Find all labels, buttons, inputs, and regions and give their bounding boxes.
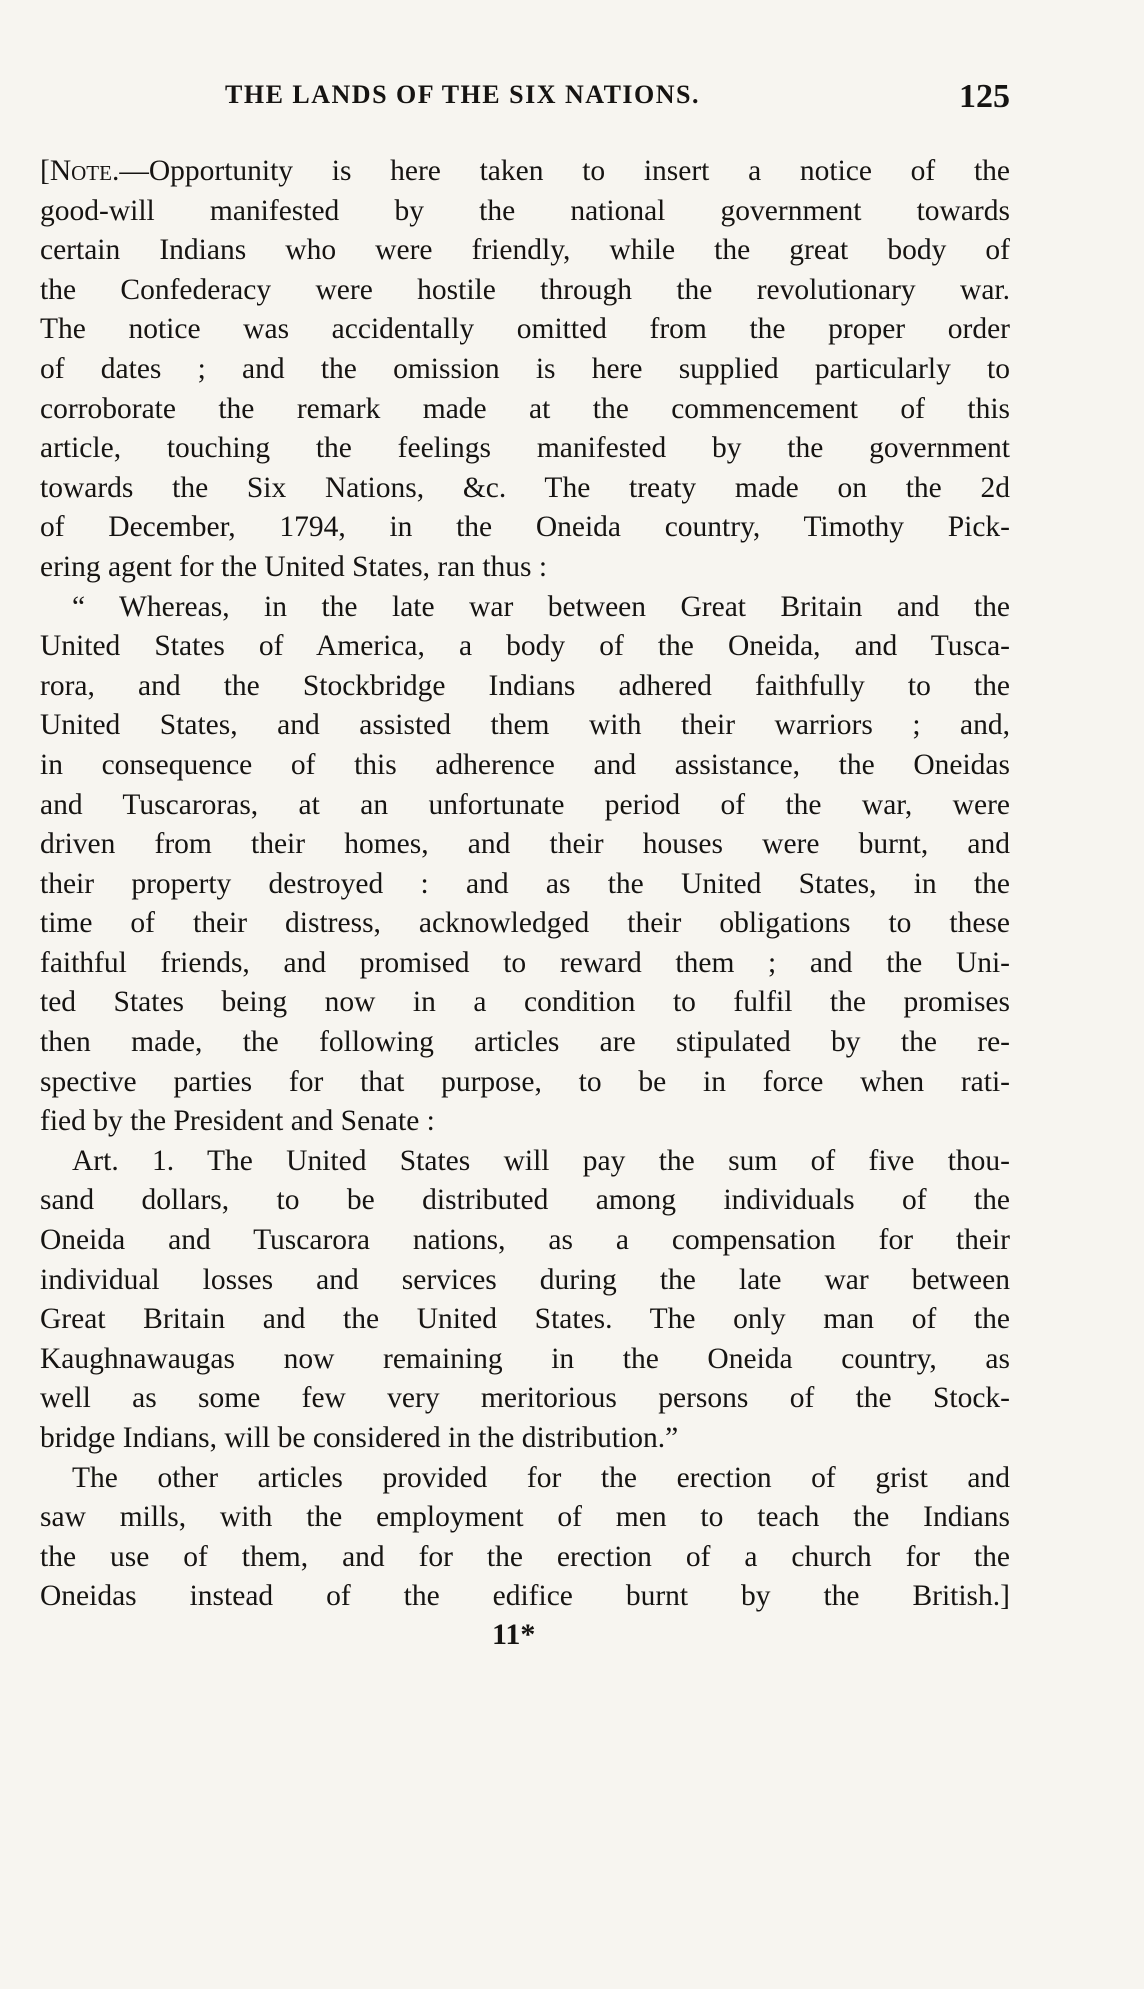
text-line: time of their distress, acknowledged their obligations to these <box>40 907 1010 940</box>
running-header <box>40 78 1010 118</box>
text-line: Great Britain and the United States. The only man of the <box>40 1303 1010 1336</box>
text-line: The notice was accidentally omitted from the proper order <box>40 313 1010 346</box>
text-line: Oneidas instead of the edifice burnt by the British.] <box>40 1580 1010 1613</box>
page-number: 125 <box>959 78 1010 115</box>
text-line: faithful friends, and promised to reward them ; and the Uni- <box>40 946 1010 979</box>
text-line: Art. 1. The United States will pay the sum of five thou- <box>72 1144 1010 1177</box>
text-line: [Note.—Opportunity is here taken to insert a notice of the <box>40 155 1010 187</box>
text-line: Oneida and Tuscarora nations, as a compensation for their <box>40 1224 1010 1257</box>
text-line: ering agent for the United States, ran thus : <box>40 550 548 583</box>
text-line: the use of them, and for the erection of a church for the <box>40 1540 1010 1573</box>
text-line: and Tuscaroras, at an unfortunate period of the war, were <box>40 788 1010 821</box>
text-line: fied by the President and Senate : <box>40 1105 435 1138</box>
text-line: rora, and the Stockbridge Indians adhered faithfully to the <box>40 669 1010 702</box>
text-line: well as some few very meritorious persons of the Stock- <box>40 1382 1010 1415</box>
text-line: the Confederacy were hostile through the revolutionary war. <box>40 273 1010 306</box>
text-line: corroborate the remark made at the commencement of this <box>40 392 1010 425</box>
signature-mark: 11* <box>492 1617 536 1651</box>
text-line: ted States being now in a condition to fulfil the promises <box>40 986 1010 1019</box>
text-line: then made, the following articles are stipulated by the re- <box>40 1026 1010 1059</box>
text-line: spective parties for that purpose, to be in force when rati- <box>40 1065 1010 1098</box>
book-page <box>40 78 1010 1653</box>
text-line: sand dollars, to be distributed among individuals of the <box>40 1184 1010 1217</box>
text-line: article, touching the feelings manifested by the government <box>40 432 1010 465</box>
text-line: The other articles provided for the erection of grist and <box>72 1461 1010 1494</box>
text-line: United States of America, a body of the Oneida, and Tusca- <box>40 630 1010 663</box>
running-title: THE LANDS OF THE SIX NATIONS. <box>225 80 701 109</box>
text-line: good-will manifested by the national government towards <box>40 194 1010 227</box>
text-line: individual losses and services during the late war between <box>40 1263 1010 1296</box>
text-line: towards the Six Nations, &c. The treaty made on the 2d <box>40 471 1010 504</box>
text-line: United States, and assisted them with their warriors ; and, <box>40 709 1010 742</box>
text-line: of dates ; and the omission is here supplied particularly to <box>40 352 1010 385</box>
text-line: Kaughnawaugas now remaining in the Oneida country, as <box>40 1342 1010 1375</box>
text-line: certain Indians who were friendly, while the great body of <box>40 234 1010 267</box>
note-label: Note. <box>49 155 120 187</box>
text-line: saw mills, with the employment of men to teach the Indians <box>40 1501 1010 1534</box>
text-line: “ Whereas, in the late war between Great Britain and the <box>72 590 1010 623</box>
text-line: driven from their homes, and their houses were burnt, and <box>40 828 1010 861</box>
text-line: bridge Indians, will be considered in the distribution.” <box>40 1422 679 1454</box>
text-line: their property destroyed : and as the United States, in the <box>40 867 1010 900</box>
text-line: in consequence of this adherence and assistance, the Oneidas <box>40 748 1010 781</box>
note-body <box>40 152 1010 1617</box>
text-line: of December, 1794, in the Oneida country, Timothy Pick- <box>40 511 1010 544</box>
